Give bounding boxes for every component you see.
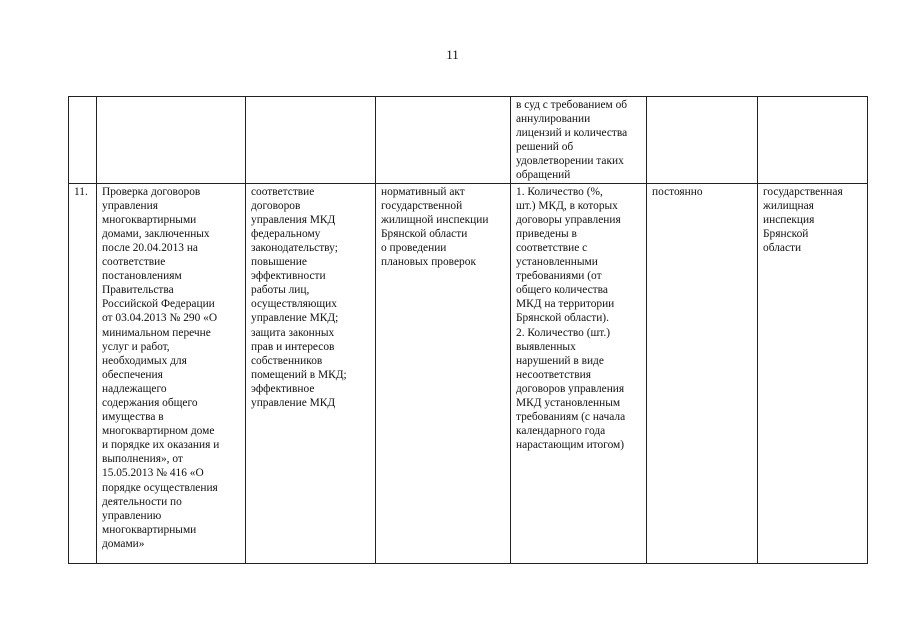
text-line: управления МКД [251, 213, 336, 226]
text-line: после 20.04.2013 на [102, 241, 198, 254]
text-line: собственников [251, 354, 323, 367]
text-line: аннулировании [516, 113, 591, 126]
text-line: необходимых для [102, 354, 187, 367]
text-line: управления [102, 199, 158, 212]
text-line: плановых проверок [381, 256, 476, 269]
text-line: минимальном перечне [102, 326, 211, 339]
text-line: повышение [251, 256, 307, 269]
text-line: Проверка договоров [102, 185, 201, 198]
cell-indicators [511, 97, 647, 184]
text-line: общего количества [516, 284, 608, 297]
text-line: обеспечения [102, 368, 163, 381]
text-line: имущества в [102, 411, 164, 424]
text-line: требованиями (от [516, 270, 602, 283]
text-line: удовлетворении таких [516, 155, 624, 168]
text-line: эффективности [251, 270, 326, 283]
cell-name [97, 97, 246, 184]
cell-number: 11. [69, 183, 97, 563]
cell-name [97, 183, 246, 563]
text-line: установленными [516, 256, 598, 269]
text-line: договоров [251, 199, 301, 212]
cell-term [647, 97, 758, 184]
text-line: обращений [516, 169, 571, 182]
cell-indicators [511, 183, 647, 563]
plan-table [68, 96, 868, 564]
text-line: жилищной инспекции [381, 213, 489, 226]
text-line: о проведении [381, 241, 447, 254]
text-line: от 03.04.2013 № 290 «О [102, 312, 218, 325]
text-line: 15.05.2013 № 416 «О [102, 467, 204, 480]
text-line: управление МКД [251, 396, 336, 409]
text-line: домами» [102, 537, 145, 550]
text-line: федеральному [251, 227, 321, 240]
text-line: 2. Количество (шт.) [516, 326, 611, 339]
text-line: календарного года [516, 425, 606, 438]
table-row-11 [69, 183, 868, 563]
text-line: соответствие с [516, 241, 588, 254]
text-line: требованиям (с начала [516, 411, 626, 424]
text-line: нарастающим итогом) [516, 439, 625, 452]
text-line: управлению [102, 509, 162, 522]
text-line: эффективное [251, 382, 315, 395]
text-line: осуществляющих [251, 298, 337, 311]
text-line: защита законных [251, 326, 335, 339]
text-line: шт.) МКД, в которых [516, 199, 618, 212]
cell-basis [376, 183, 511, 563]
text-line: постановлениям [102, 270, 182, 283]
text-line: домами, заключенных [102, 227, 210, 240]
text-line: лицензий и количества [516, 127, 628, 140]
text-line: 1. Количество (%, [516, 185, 603, 198]
text-line: управление МКД; [251, 312, 339, 325]
text-line: приведены в [516, 227, 577, 240]
text-line: государственная [763, 185, 843, 198]
text-line: МКД установленным [516, 396, 621, 409]
text-line: и порядке их оказания и [102, 439, 220, 452]
cell-responsible [758, 97, 868, 184]
text-line: Брянской [763, 227, 809, 240]
text-line: решений об [516, 141, 574, 154]
text-line: области [763, 241, 802, 254]
cell-number [69, 97, 97, 184]
text-line: соответствие [251, 185, 315, 198]
text-line: договоров управления [516, 382, 625, 395]
text-line: многоквартирными [102, 523, 197, 536]
text-line: многоквартирными [102, 213, 197, 226]
text-line: выявленных [516, 340, 576, 353]
cell-responsible [758, 183, 868, 563]
page-number: 11 [446, 47, 459, 62]
text-line: Правительства [102, 284, 174, 297]
text-line: МКД на территории [516, 298, 615, 311]
text-line: выполнения», от [102, 453, 183, 466]
cell-basis [376, 97, 511, 184]
text-line: содержания общего [102, 396, 198, 409]
table-row-continuation [69, 97, 868, 184]
cell-goals [246, 97, 376, 184]
text-line: надлежащего [102, 382, 167, 395]
text-line: несоответствия [516, 368, 591, 381]
cell-goals [246, 183, 376, 563]
text-line: Брянской области). [516, 312, 609, 325]
text-line: Российской Федерации [102, 298, 215, 311]
text-line: договоры управления [516, 213, 621, 226]
text-line: порядке осуществления [102, 481, 218, 494]
text-line: инспекция [763, 213, 815, 226]
text-line: государственной [381, 199, 463, 212]
cell-term: постоянно [647, 183, 758, 563]
text-line: помещений в МКД; [251, 368, 347, 381]
text-line: соответствие [102, 256, 166, 269]
text-line: работы лиц, [251, 284, 310, 297]
text-line: нарушений в виде [516, 354, 604, 367]
text-line: нормативный акт [381, 185, 465, 198]
text-line: в суд с требованием об [516, 99, 628, 111]
text-line: прав и интересов [251, 340, 335, 353]
text-line: законодательству; [251, 241, 338, 254]
text-line: деятельности по [102, 495, 182, 508]
text-line: многоквартирном доме [102, 425, 215, 438]
text-line: жилищная [763, 199, 814, 212]
text-line: Брянской области [381, 227, 468, 240]
text-line: услуг и работ, [102, 340, 170, 353]
